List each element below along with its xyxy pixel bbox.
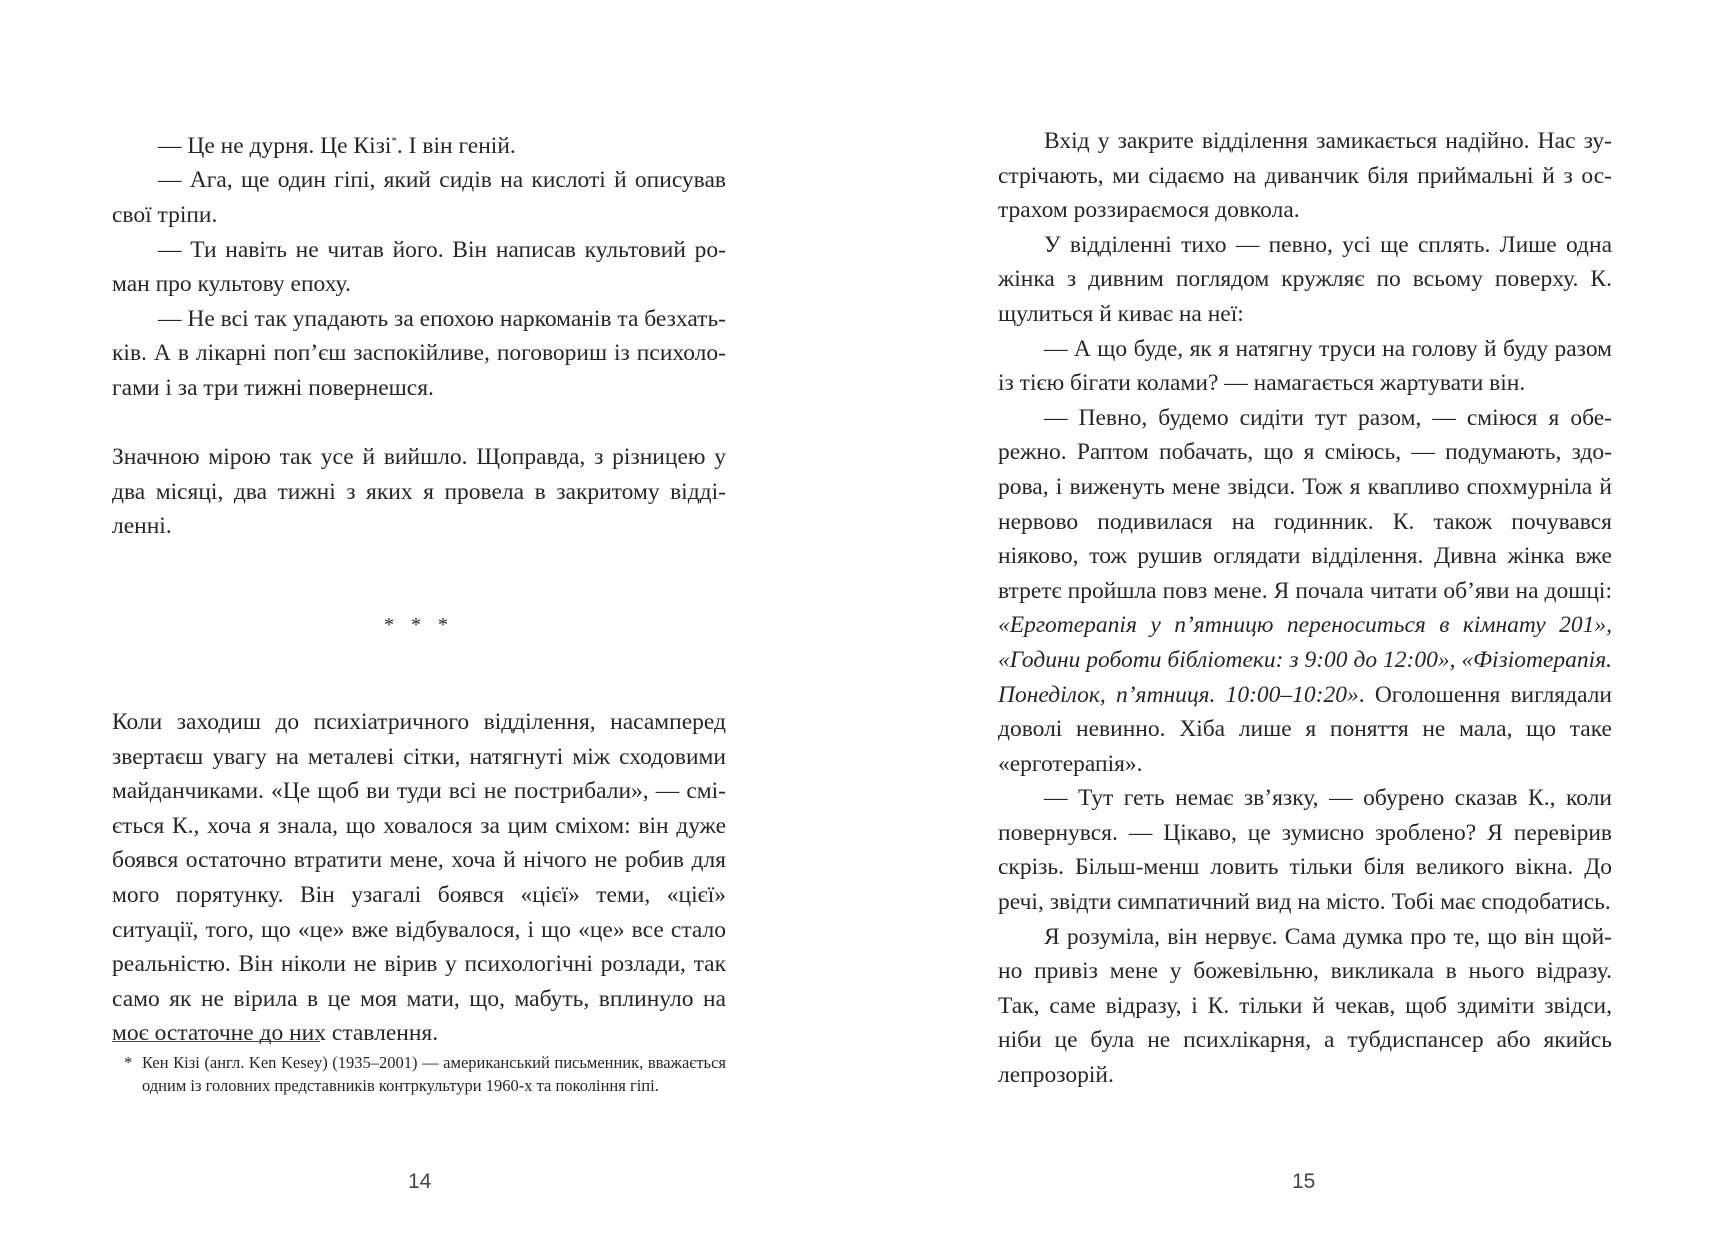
paragraph: — Ти навіть не читав його. Він написав культовий роман про культову епоху. (112, 236, 726, 298)
text: — Це не дурня. Це Кізі (158, 132, 392, 159)
paragraph (998, 401, 1612, 782)
paragraph: Я розуміла, він нервує. Сама думка про те, що він щойно привіз мене у божевільню, викликала в нього відразу. Так, саме відразу, і К. тільки й чекав, щоб здиміти звідси, ніби це була не психлікарня, а тубдиспансер або якийсь лепрозорій. (998, 923, 1612, 1089)
footnote (112, 1052, 726, 1097)
footnote-rule (112, 1041, 320, 1042)
text: — Певно, будемо сидіти тут разом, — сміюся я обережно. Раптом побачать, що я сміюсь, — подумають, здорова, і виженуть мене звідси. Тож я квапливо спохмурніла й нервово подивилася на годинник. К. також почувався ніяково, тож рушив оглядати відділення. Дивна жінка вже втретє пройшла повз мене. Я почала читати об’яви на дошці: (998, 404, 1612, 604)
text: . Оголошення виглядали доволі невинно. Хіба лише я поняття не мала, що таке «ерготерапія». (998, 681, 1613, 777)
paragraph: — Не всі так упадають за епохою наркоманів та безхатьків. А в лікарні поп’єш заспокійливе, поговориш із психологами і за три тижні повернешся. (112, 305, 726, 401)
paragraph: — Тут геть немає зв’язку, — обурено сказав К., коли повернувся. — Цікаво, це зумисно зроблено? Я перевірив скрізь. Більш-менш ловить тільки біля великого вікна. До речі, звідти симпатичний вид на місто. Тобі має сподобатись. (998, 785, 1612, 916)
paragraph: Коли заходиш до психіатричного відділення, насамперед звертаєш увагу на металеві сітки, натягнуті між сходовими майданчиками. «Це щоб ви туди всі не пострибали», — сміється К., хоча я знала, що ховалося за цим сміхом: він дуже боявся остаточно втратити мене, хоча й нічого не робив для мого порятунку. Він узагалі боявся «цієї» теми, «цієї» ситуації, того, що «це» вже відбувалося, і що «це» все стало реальністю. Він ніколи не вірив у психологічні розлади, так само як не вірила в це моя мати, що, мабуть, вплинуло на моє остаточне до них ставлення. (112, 708, 726, 1047)
footnote-mark: * (124, 1053, 133, 1072)
left-page (112, 124, 726, 1051)
right-page (998, 124, 1612, 1093)
footnote-ref: * (391, 135, 397, 147)
italic-text: «Ерготерапія у п’ятницю переноситься в кімнату 201», «Години роботи бібліотеки: з 9:00 до 12:00», «Фізіотерапія. Понеділок, п’ятниця. 10:00–10:20» (998, 612, 1612, 708)
page-number-right: 15 (1292, 1170, 1316, 1193)
paragraph: Вхід у закрите відділення замикається надійно. Нас зустрічають, ми сідаємо на диванчик біля приймальні й з острахом роззираємося довкола. (998, 128, 1612, 224)
footnote-text: Кен Кізі (англ. Ken Kesey) (1935–2001) — американський письменник, вважається одним із головних представників контркультури 1960-х та покоління гіпі. (142, 1053, 726, 1095)
page-number-left: 14 (408, 1170, 432, 1193)
text: . І він геній. (396, 132, 516, 159)
paragraph: У відділенні тихо — певно, усі ще сплять. Лише одна жінка з дивним поглядом кружляє по всьому поверху. К. щулиться й киває на неї: (998, 231, 1612, 327)
paragraph (112, 124, 726, 163)
section-separator: * * * (384, 613, 454, 636)
paragraph: Значною мірою так усе й вийшло. Щоправда, з різницею у два місяці, два тижні з яких я провела в закритому відділенні. (112, 444, 726, 540)
paragraph: — А що буде, як я натягну труси на голову й буду разом із тією бігати колами? — намагається жартувати він. (998, 335, 1612, 397)
paragraph: — Ага, ще один гіпі, який сидів на кислоті й описував свої тріпи. (112, 167, 726, 229)
